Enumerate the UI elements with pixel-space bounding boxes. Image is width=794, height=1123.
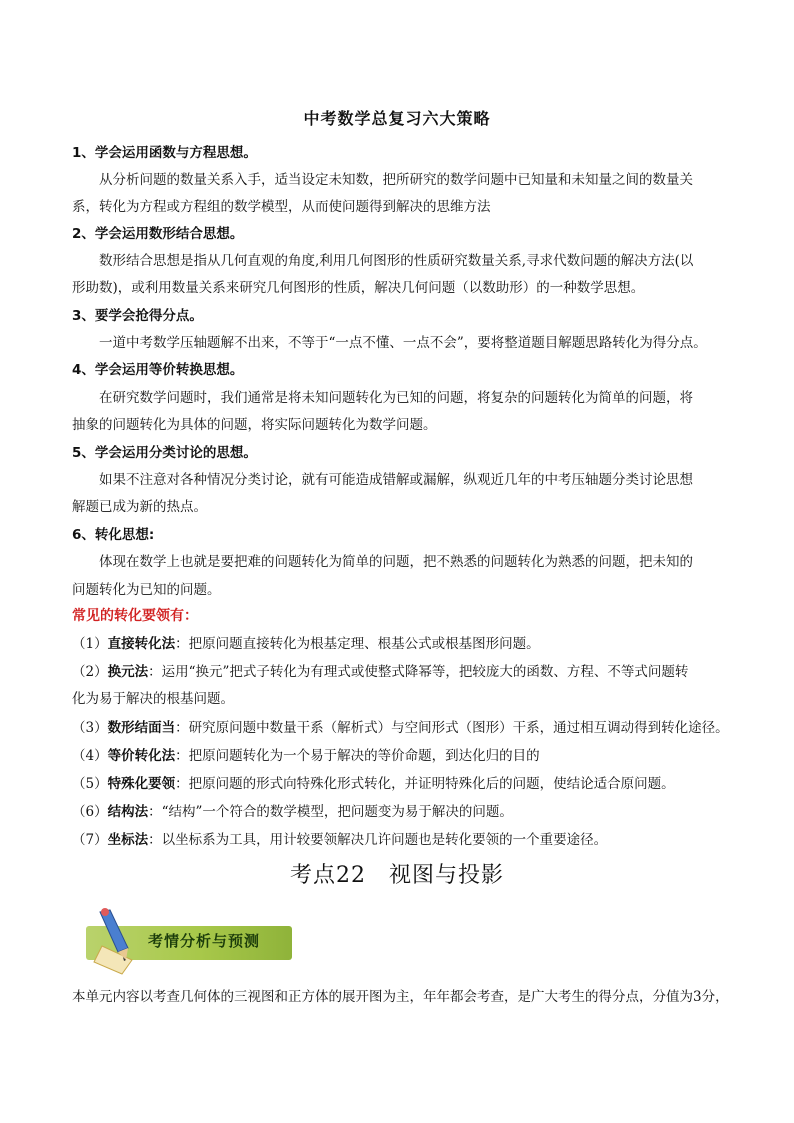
section-2-line-2: 形助数)，或利用数量关系来研究几何图形的性质，解决几何问题（以数助形）的一种数学思想。 <box>72 280 645 296</box>
method-item-6 <box>72 802 722 822</box>
method-item-7 <box>72 830 722 850</box>
method-item-1 <box>72 634 722 654</box>
section-6-line-1: 体现在数学上也就是要把难的问题转化为简单的问题，把不熟悉的问题转化为熟悉的问题，把未知的 <box>99 554 693 570</box>
method-term: 数形结面当 <box>107 720 176 736</box>
section-banner <box>84 908 314 978</box>
method-text: ：把原问题直接转化为根基定理、根基公式或根基图形问题。 <box>175 636 540 652</box>
method-item-4 <box>72 746 722 766</box>
chapter-title: 考点22 视图与投影 <box>290 863 504 888</box>
method-text: ：研究原问题中数量干系（解析式）与空间形式（图形）干系，通过相互调动得到转化途径。 <box>175 720 729 736</box>
method-term: 坐标法 <box>107 832 149 848</box>
method-term: 特殊化要领 <box>107 776 176 792</box>
section-heading-1: 1、学会运用函数与方程思想。 <box>72 145 257 161</box>
method-term: 等价转化法 <box>107 748 176 764</box>
section-heading-3: 3、要学会抢得分点。 <box>72 308 203 324</box>
method-text: ：“结构”一个符合的数学模型，把问题变为易于解决的问题。 <box>148 804 513 820</box>
section-heading-4: 4、学会运用等价转换思想。 <box>72 362 244 378</box>
method-number: （7） <box>72 832 108 848</box>
method-item-5 <box>72 774 722 794</box>
method-number: （5） <box>72 776 108 792</box>
section-heading-2: 2、学会运用数形结合思想。 <box>72 226 244 242</box>
section-6-line-2: 问题转化为已知的问题。 <box>72 582 221 598</box>
section-1-line-2: 系，转化为方程或方程组的数学模型，从而使问题得到解决的思维方法 <box>72 199 491 215</box>
method-number: （2） <box>72 664 108 680</box>
common-methods-heading: 常见的转化要领有： <box>72 608 198 624</box>
method-number: （1） <box>72 636 108 652</box>
method-number: （3） <box>72 720 108 736</box>
method-item-3 <box>72 718 729 738</box>
method-term: 结构法 <box>107 804 149 820</box>
section-5-line-1: 如果不注意对各种情况分类讨论，就有可能造成错解或漏解，纵观近几年的中考压轴题分类讨论思想 <box>99 472 693 488</box>
section-4-line-1: 在研究数学问题时，我们通常是将未知问题转化为已知的问题，将复杂的问题转化为简单的问题，将 <box>99 390 693 406</box>
banner-label: 考情分析与预测 <box>148 932 261 950</box>
method-text: ：运用“换元”把式子转化为有理式或使整式降幂等，把较庞大的函数、方程、不等式问题转 <box>148 664 689 680</box>
method-item-2-continued: 化为易于解决的根基问题。 <box>72 691 234 707</box>
method-text: ：把原问题转化为一个易于解决的等价命题，到达化归的目的 <box>175 748 540 764</box>
section-heading-5: 5、学会运用分类讨论的思想。 <box>72 445 257 461</box>
section-heading-6: 6、转化思想: <box>72 527 155 543</box>
section-2-line-1: 数形结合思想是指从几何直观的角度,利用几何图形的性质研究数量关系,寻求代数问题的解决方法(以 <box>99 253 694 269</box>
method-text: ：把原问题的形式向特殊化形式转化，并证明特殊化后的问题，使结论适合原问题。 <box>175 776 675 792</box>
section-3-line-1: 一道中考数学压轴题解不出来，不等于“一点不懂、一点不会”，要将整道题目解题思路转化为得分点。 <box>99 335 707 351</box>
method-number: （6） <box>72 804 108 820</box>
section-1-line-1: 从分析问题的数量关系入手，适当设定未知数，把所研究的数学问题中已知量和未知量之间的数量关 <box>99 172 693 188</box>
method-text: ：以坐标系为工具，用计较要领解决几许问题也是转化要领的一个重要途径。 <box>148 832 608 848</box>
section-4-line-2: 抽象的问题转化为具体的问题，将实际问题转化为数学问题。 <box>72 417 437 433</box>
doc-title: 中考数学总复习六大策略 <box>303 109 491 128</box>
method-term: 换元法 <box>107 664 149 680</box>
method-item-2 <box>72 662 722 682</box>
intro-line: 本单元内容以考查几何体的三视图和正方体的展开图为主，年年都会考查，是广大考生的得分点，分值为3分， <box>72 989 729 1005</box>
method-term: 直接转化法 <box>107 636 176 652</box>
method-number: （4） <box>72 748 108 764</box>
pencil-icon <box>88 908 148 978</box>
section-5-line-2: 解题已成为新的热点。 <box>72 499 207 515</box>
